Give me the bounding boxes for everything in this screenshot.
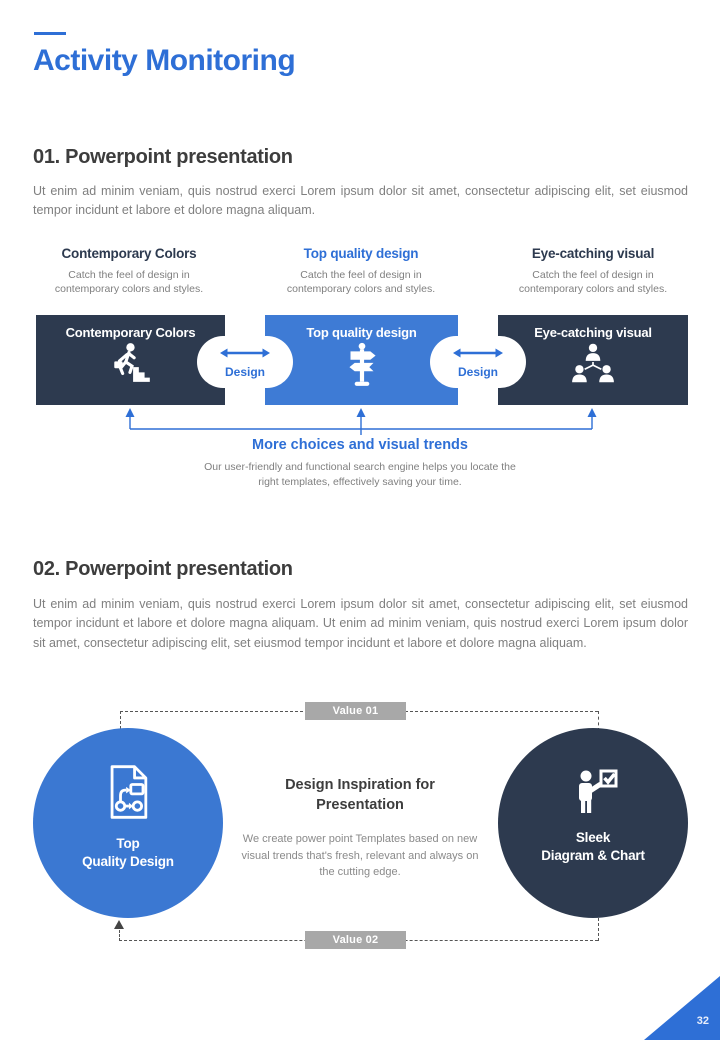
circle-top-quality-design [33,728,223,918]
box2-title: Top quality design [306,325,417,340]
feature1-subtitle: Catch the feel of design in contemporary colors and styles. [54,269,204,296]
feature2-title: Top quality design [303,246,419,261]
right-circle-label-line2: Diagram & Chart [541,848,645,864]
signpost-icon [265,342,458,393]
section2-body: Ut enim ad minim veniam, quis nostrud exerci Lorem ipsum dolor sit amet, consectetur adipiscing elit, set eiusmod tempor incidunt et labore et dolore magna aliquam. Ut enim ad minim veniam, quis nostrud exerci Lorem ipsum dolor sit amet, consectetur adipiscing elit, set eiusmod tempor incidunt et labore et dolore magna aliquam. [33,597,688,650]
right-circle-label [498,829,688,865]
slide-title: Activity Monitoring [33,44,296,77]
left-right-arrow-icon [218,346,272,364]
value01-label: Value 01 [305,702,406,720]
section1-heading: 01. Powerpoint presentation [33,146,293,168]
left-right-arrow-icon [451,346,505,364]
feature-column-2 [266,246,456,296]
right-circle-label-line1: Sleek [575,830,611,845]
summary-body: Our user-friendly and functional search engine helps you locate the right templates, effectively saving your time. [204,461,516,488]
org-chart-people-icon [498,342,688,389]
feature-column-3 [498,246,688,296]
section2-heading: 02. Powerpoint presentation [33,558,293,580]
feature3-title: Eye-catching visual [531,246,655,261]
feature2-subtitle: Catch the feel of design in contemporary colors and styles. [286,269,436,296]
design-connector-pill-1 [197,336,293,388]
dashed-line-bottom-left [119,930,120,941]
feature1-title: Contemporary Colors [61,246,197,261]
left-circle-label-line2: Quality Design [82,854,174,870]
diagram-center-title: Design Inspiration for Presentation [285,777,435,813]
feature-column-1 [34,246,224,296]
design-connector-pill-2 [430,336,526,388]
circle-sleek-diagram-chart [498,728,688,918]
dashed-line-bottom-right [598,918,599,941]
design-pill2-label: Design [457,364,498,379]
left-circle-label [33,835,223,871]
presenter-checkbox-icon [498,768,688,823]
diagram-center-text [233,776,487,881]
feature3-subtitle: Catch the feel of design in contemporary colors and styles. [518,269,668,296]
corner-triangle [644,976,720,1040]
title-accent-line [34,32,66,35]
left-circle-label-line1: Top [116,836,140,851]
feature-box-eye-catching-visual [498,315,688,405]
diagram-center-body: We create power point Templates based on new visual trends that's fresh, relevant and always on the cutting edge. [241,833,479,879]
flowchart-document-icon [33,762,223,827]
section1-body: Ut enim ad minim veniam, quis nostrud exerci Lorem ipsum dolor sit amet, consectetur adipiscing elit, set eiusmod tempor incidunt et labore et dolore magna aliquam. [33,184,688,218]
design-pill1-label: Design [224,364,265,379]
page-number: 32 [696,1015,709,1027]
box3-title: Eye-catching visual [534,325,652,340]
value02-label: Value 02 [305,931,406,949]
arrow-up-icon [114,920,124,929]
dashed-line-top-left [120,711,121,729]
box1-title: Contemporary Colors [65,325,196,340]
summary-title: More choices and visual trends [252,437,468,453]
